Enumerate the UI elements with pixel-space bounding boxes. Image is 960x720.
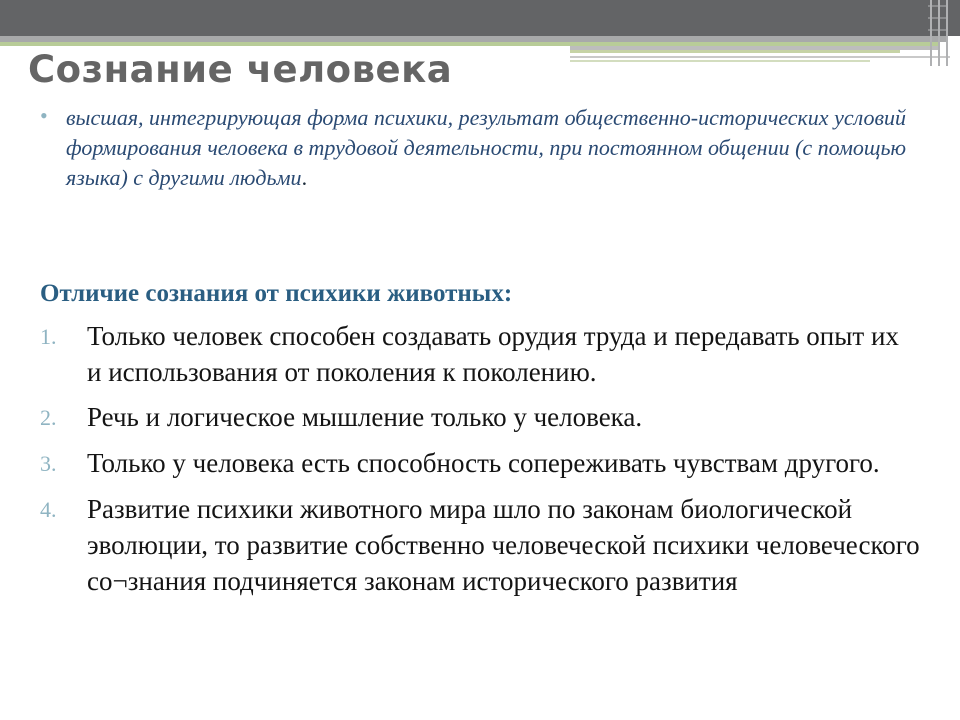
item-text: Развитие психики животного мира шло по законам биологической эволюции, то развитие собственно человеческой психики человеческого со¬знания подчиняется законам исторического развития: [87, 494, 920, 596]
definition-block: [40, 103, 920, 193]
item-number: 3.: [40, 451, 57, 476]
item-number: 2.: [40, 405, 57, 430]
list-item: [40, 318, 920, 390]
bullet-marker: •: [40, 103, 48, 128]
item-number: 4.: [40, 497, 57, 522]
definition-text: высшая, интегрирующая форма психики, результат общественно-исторических условий формирования человека в трудовой деятельности, при постоянном общении (с помощью языка) с другими людьми.: [66, 105, 907, 190]
item-number: 1.: [40, 324, 57, 349]
subheading: Отличие сознания от психики животных:: [40, 280, 513, 307]
item-text: Речь и логическое мышление только у человека.: [87, 402, 643, 432]
item-text: Только у человека есть способность сопереживать чувствам другого.: [87, 448, 880, 478]
list-item: [40, 445, 920, 482]
slide-title: Сознание человека: [28, 48, 453, 91]
list-item: [40, 491, 920, 599]
top-bar: [0, 0, 960, 36]
differences-list: [40, 318, 920, 608]
item-text: Только человек способен создавать орудия труда и передавать опыт их и использования от поколения к поколению.: [87, 321, 899, 387]
list-item: [40, 399, 920, 436]
